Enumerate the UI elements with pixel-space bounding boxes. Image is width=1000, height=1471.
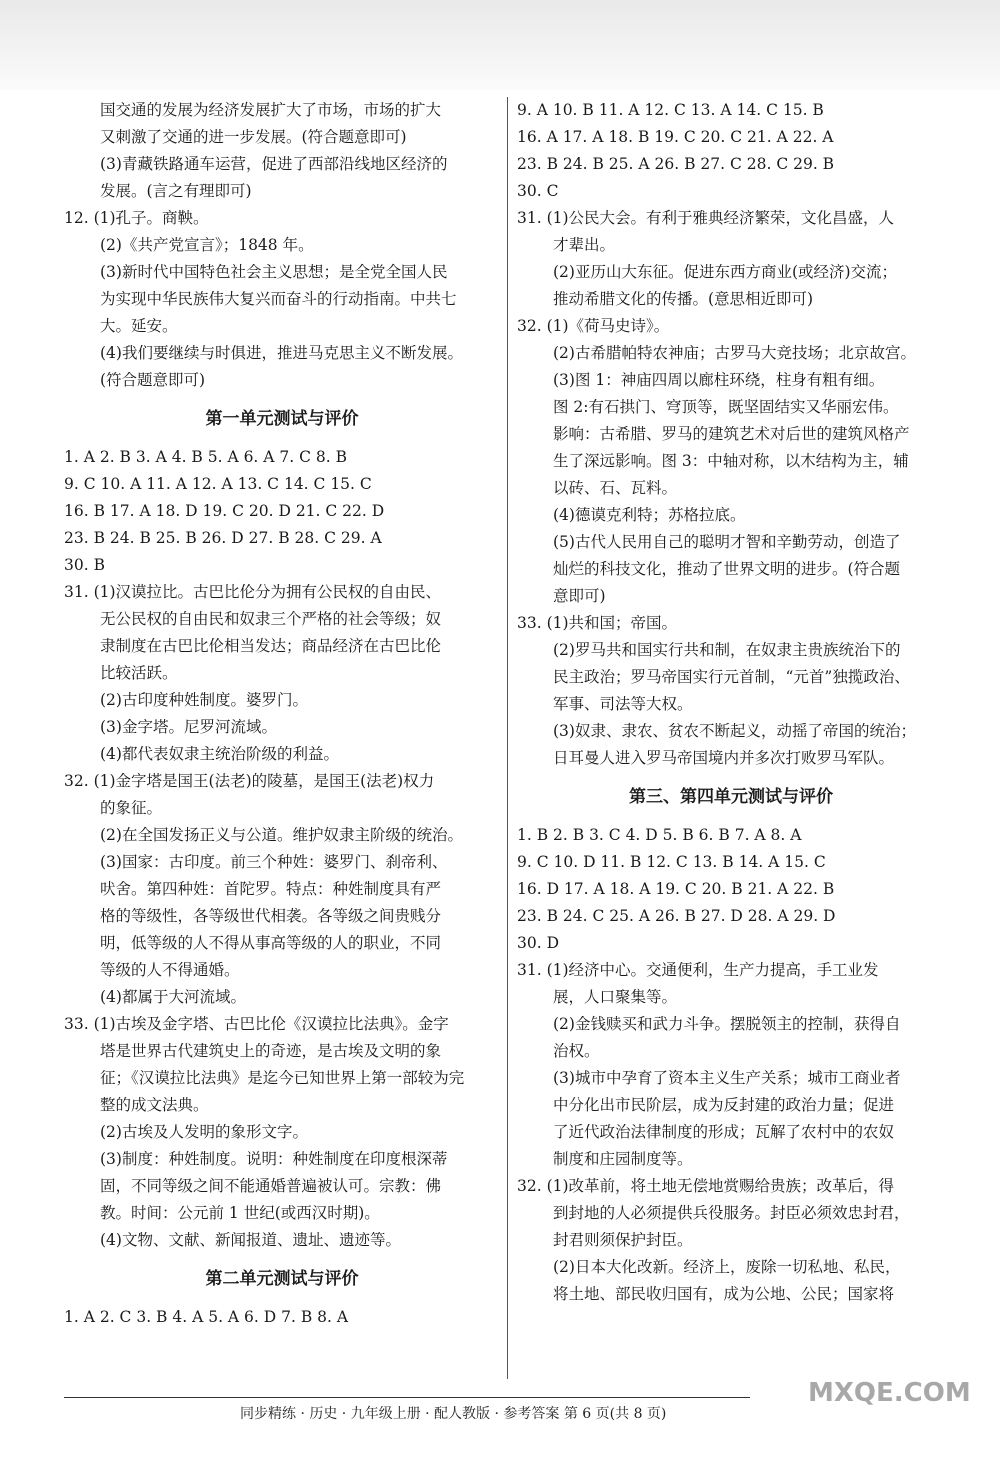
answer-line: 9. A 10. B 11. A 12. C 13. A 14. C 15. B	[517, 101, 824, 119]
answer-line: 9. C 10. A 11. A 12. A 13. C 14. C 15. C	[64, 475, 372, 493]
answer-line: 影响：古希腊、罗马的建筑艺术对后世的建筑风格产	[553, 425, 910, 443]
answer-line: (2)日本大化改新。经济上，废除一切私地、私民，	[553, 1258, 901, 1276]
answer-line: 无公民权的自由民和奴隶三个严格的社会等级；奴	[100, 610, 442, 628]
answer-line: 固，不同等级之间不能通婚普遍被认可。宗教：佛	[100, 1177, 442, 1195]
answer-line: 为实现中华民族伟大复兴而奋斗的行动指南。中共七	[100, 290, 457, 308]
answer-line: 吠舍。第四种姓：首陀罗。特点：种姓制度具有严	[100, 880, 442, 898]
answer-line: 图 2:有石拱门、穹顶等，既坚固结实又华丽宏伟。	[553, 398, 899, 416]
answer-line: 格的等级性，各等级世代相袭。各等级之间贵贱分	[100, 907, 442, 925]
answer-line: 日耳曼人进入罗马帝国境内并多次打败罗马军队。	[553, 749, 895, 767]
answer-line: 意即可)	[553, 587, 606, 605]
answer-line: (3)制度：种姓制度。说明：种姓制度在印度根深蒂	[100, 1150, 448, 1168]
answer-line: (3)城市中孕育了资本主义生产关系；城市工商业者	[553, 1069, 901, 1087]
answer-line: 又刺激了交通的进一步发展。(符合题意即可)	[100, 128, 407, 146]
answer-line: 31. (1)经济中心。交通便利，生产力提高，手工业发	[517, 961, 879, 979]
answer-line: 推动希腊文化的传播。(意思相近即可)	[553, 290, 814, 308]
answer-line: 征；《汉谟拉比法典》是迄今已知世界上第一部较为完	[100, 1069, 465, 1087]
answer-line: 民主政治；罗马帝国实行元首制，“元首”独揽政治、	[553, 668, 910, 686]
answer-line: 的象征。	[100, 799, 163, 817]
answer-line: 33. (1)古埃及金字塔、古巴比伦《汉谟拉比法典》。金字	[64, 1015, 449, 1033]
answer-line: 教。时间：公元前 1 世纪(或西汉时期)。	[100, 1204, 380, 1222]
answer-line: (2)亚历山大东征。促进东西方商业(或经济)交流；	[553, 263, 898, 281]
answer-line: (4)德谟克利特；苏格拉底。	[553, 506, 746, 524]
answer-line: 33. (1)共和国；帝国。	[517, 614, 678, 632]
watermark-url: MXQE.COM	[808, 1378, 971, 1408]
answer-line: 国交通的发展为经济发展扩大了市场，市场的扩大	[100, 101, 442, 119]
answer-line: 12. (1)孔子。商鞅。	[64, 209, 209, 227]
right-column	[517, 97, 945, 1308]
answer-line: (3)奴隶、隶农、贫农不断起义，动摇了帝国的统治；	[553, 722, 916, 740]
answer-line: (4)我们要继续与时俱进，推进马克思主义不断发展。	[100, 344, 463, 362]
answer-line: 比较活跃。	[100, 664, 178, 682]
answer-line: 16. B 17. A 18. D 19. C 20. D 21. C 22. D	[64, 502, 385, 520]
answer-line: 生了深远影响。图 3：中轴对称，以木结构为主，辅	[553, 452, 909, 470]
answer-line: 治权。	[553, 1042, 600, 1060]
answer-line: (3)金字塔。尼罗河流域。	[100, 718, 277, 736]
answer-line: (2)古埃及人发明的象形文字。	[100, 1123, 308, 1141]
answer-line: 明，低等级的人不得从事高等级的人的职业，不同	[100, 934, 442, 952]
answer-line: 32. (1)改革前，将土地无偿地赏赐给贵族；改革后，得	[517, 1177, 895, 1195]
left-column	[64, 97, 500, 1331]
answer-line: 30. C	[517, 182, 559, 200]
answer-line: (3)图 1：神庙四周以廊柱环绕，柱身有粗有细。	[553, 371, 885, 389]
answer-line: 隶制度在古巴比伦相当发达；商品经济在古巴比伦	[100, 637, 442, 655]
page-top-shade	[0, 0, 1000, 90]
section-heading: 第一单元测试与评价	[205, 409, 359, 429]
answer-line: 塔是世界古代建筑史上的奇迹，是古埃及文明的象	[100, 1042, 442, 1060]
answer-line: (3)青藏铁路通车运营，促进了西部沿线地区经济的	[100, 155, 448, 173]
answer-line: (符合题意即可)	[100, 371, 206, 389]
section-heading: 第三、第四单元测试与评价	[629, 787, 833, 807]
answer-line: 军事、司法等大权。	[553, 695, 693, 713]
answer-line: 1. B 2. B 3. C 4. D 5. B 6. B 7. A 8. A	[517, 826, 802, 844]
answer-line: 16. D 17. A 18. A 19. C 20. B 21. A 22. B	[517, 880, 835, 898]
answer-line: 中分化出市民阶层，成为反封建的政治力量；促进	[553, 1096, 895, 1114]
answer-line: 9. C 10. D 11. B 12. C 13. B 14. A 15. C	[517, 853, 826, 871]
answer-line: (2)在全国发扬正义与公道。维护奴隶主阶级的统治。	[100, 826, 463, 844]
answer-line: 封君则须保护封臣。	[553, 1231, 693, 1249]
column-divider	[507, 97, 508, 1379]
answer-line: 展，人口聚集等。	[553, 988, 678, 1006]
answer-line: 制度和庄园制度等。	[553, 1150, 693, 1168]
answer-line: (4)都属于大河流域。	[100, 988, 246, 1006]
answer-line: 23. B 24. B 25. B 26. D 27. B 28. C 29. A	[64, 529, 382, 547]
answer-line: 1. A 2. C 3. B 4. A 5. A 6. D 7. B 8. A	[64, 1308, 349, 1326]
answer-line: (2)古印度种姓制度。婆罗门。	[100, 691, 308, 709]
answer-line: 30. D	[517, 934, 560, 952]
answer-line: 31. (1)汉谟拉比。古巴比伦分为拥有公民权的自由民、	[64, 583, 442, 601]
page-footer: 同步精练 · 历史 · 九年级上册 · 配人教版 · 参考答案 第 6 页(共 8 页)	[240, 1406, 667, 1422]
answer-line: 23. B 24. C 25. A 26. B 27. D 28. A 29. D	[517, 907, 836, 925]
section-heading: 第二单元测试与评价	[205, 1269, 359, 1289]
watermark	[808, 1378, 971, 1462]
answer-line: 16. A 17. A 18. B 19. C 20. C 21. A 22. A	[517, 128, 834, 146]
answer-line: 灿烂的科技文化，推动了世界文明的进步。(符合题	[553, 560, 901, 578]
footer-rule	[64, 1397, 750, 1398]
answer-line: (3)国家：古印度。前三个种姓：婆罗门、刹帝利、	[100, 853, 448, 871]
answer-line: (4)都代表奴隶主统治阶级的利益。	[100, 745, 339, 763]
answer-line: 30. B	[64, 556, 105, 574]
answer-line: 了近代政治法律制度的形成；瓦解了农村中的农奴	[553, 1123, 895, 1141]
answer-line: 大。延安。	[100, 317, 178, 335]
answer-line: 整的成文法典。	[100, 1096, 209, 1114]
answer-line: 以砖、石、瓦料。	[553, 479, 678, 497]
answer-line: (4)文物、文献、新闻报道、遗址、遗迹等。	[100, 1231, 401, 1249]
answer-line: 将土地、部民收归国有，成为公地、公民；国家将	[553, 1285, 895, 1303]
answer-line: (5)古代人民用自己的聪明才智和辛勤劳动，创造了	[553, 533, 901, 551]
answer-line: (2)罗马共和国实行共和制，在奴隶主贵族统治下的	[553, 641, 901, 659]
answer-line: 1. A 2. B 3. A 4. B 5. A 6. A 7. C 8. B	[64, 448, 348, 466]
answer-line: 31. (1)公民大会。有利于雅典经济繁荣，文化昌盛，人	[517, 209, 895, 227]
answer-line: 23. B 24. B 25. A 26. B 27. C 28. C 29. B	[517, 155, 835, 173]
answer-line: 等级的人不得通婚。	[100, 961, 240, 979]
answer-line: (3)新时代中国特色社会主义思想；是全党全国人民	[100, 263, 448, 281]
answer-line: 才辈出。	[553, 236, 616, 254]
answer-line: (2)《共产党宣言》；1848 年。	[100, 236, 314, 254]
answer-line: (2)古希腊帕特农神庙；古罗马大竞技场；北京故宫。	[553, 344, 916, 362]
answer-line: 32. (1)金字塔是国王(法老)的陵墓，是国王(法老)权力	[64, 772, 435, 790]
answer-line: (2)金钱赎买和武力斗争。摆脱领主的控制，获得自	[553, 1015, 901, 1033]
answer-line: 32. (1)《荷马史诗》。	[517, 317, 670, 335]
answer-line: 发展。(言之有理即可)	[100, 182, 252, 200]
answer-line: 到封地的人必须提供兵役服务。封臣必须效忠封君，	[553, 1204, 910, 1222]
